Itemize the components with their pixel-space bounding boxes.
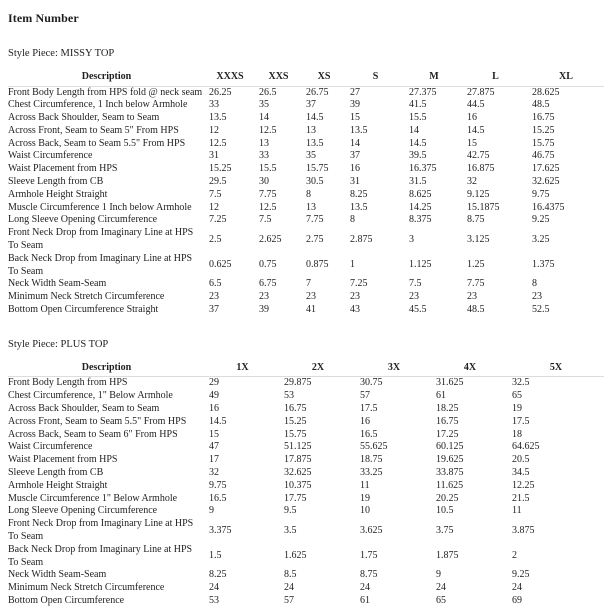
cell-value: 49 [209, 390, 219, 402]
cell-value: 51.125 [284, 441, 312, 453]
cell-value: 14.5 [467, 124, 485, 136]
cell-value: 32.625 [284, 466, 312, 478]
cell-value: 15.25 [284, 415, 307, 427]
cell-value: 15.5 [259, 163, 277, 175]
cell-value: 9.75 [209, 479, 227, 491]
cell-value: 8.375 [409, 214, 432, 226]
cell-value: 24 [360, 582, 370, 594]
cell-value: 20.5 [512, 454, 530, 466]
cell-value: 15.75 [532, 137, 555, 149]
table-row [8, 112, 604, 125]
cell-value: 18.25 [436, 402, 459, 414]
style-piece-label-missy-top: Style Piece: MISSY TOP [8, 48, 115, 59]
cell-value: 15 [209, 428, 219, 440]
cell-value: 30 [259, 176, 269, 188]
cell-value: 13 [306, 124, 316, 136]
column-header-size: S [346, 70, 405, 86]
table-row [8, 441, 604, 454]
cell-value: 29 [209, 377, 219, 389]
cell-value: 44.5 [467, 99, 485, 111]
row-label: Bottom Open Circumference [8, 594, 125, 606]
cell-value: 15.25 [209, 163, 232, 175]
cell-value: 65 [512, 390, 522, 402]
table-row [8, 227, 604, 253]
cell-value: 3.625 [360, 524, 383, 536]
cell-value: 23 [306, 291, 316, 303]
table-row [8, 493, 604, 506]
row-label: Bottom Open Circumference Straight [8, 304, 159, 316]
cell-value: 29.875 [284, 377, 312, 389]
column-header-size: 1X [205, 361, 280, 377]
cell-value: 7.25 [350, 278, 368, 290]
row-label: Back Neck Drop from Imaginary Line at HPS To Seam [8, 543, 193, 568]
cell-value: 17.25 [436, 428, 459, 440]
row-label: Front Body Length from HPS fold @ neck seam [8, 86, 203, 98]
table-row [8, 454, 604, 467]
row-label: Chest Circumference, 1" Below Armhole [8, 390, 173, 402]
row-label: Across Front, Seam to Seam 5" From HPS [8, 124, 179, 136]
cell-value: 27.875 [467, 86, 495, 98]
cell-value: 14.5 [306, 112, 324, 124]
missy-top-size-table [8, 70, 604, 317]
table-row [8, 304, 604, 317]
plus-top-section [8, 339, 604, 608]
row-label: Back Neck Drop from Imaginary Line at HPS To Seam [8, 252, 193, 277]
cell-value: 13 [259, 137, 269, 149]
cell-value: 8.25 [209, 569, 227, 581]
cell-value: 32 [209, 466, 219, 478]
column-header-size: L [463, 70, 528, 86]
cell-value: 13.5 [350, 201, 368, 213]
cell-value: 11.625 [436, 479, 464, 491]
cell-value: 46.75 [532, 150, 555, 162]
cell-value: 2.625 [259, 233, 282, 245]
cell-value: 52.5 [532, 304, 550, 316]
column-header-size: XL [528, 70, 604, 86]
cell-value: 0.625 [209, 259, 232, 271]
cell-value: 24 [209, 582, 219, 594]
cell-value: 9.75 [532, 188, 550, 200]
cell-value: 15.75 [284, 428, 307, 440]
header-row [8, 361, 604, 377]
row-label: Armhole Height Straight [8, 479, 108, 491]
plus-top-size-table [8, 361, 604, 608]
cell-value: 19.625 [436, 454, 464, 466]
cell-value: 37 [209, 304, 219, 316]
cell-value: 12 [209, 201, 219, 213]
cell-value: 16.375 [409, 163, 437, 175]
cell-value: 7.5 [259, 214, 272, 226]
column-header-description: Description [8, 70, 205, 86]
cell-value: 17.5 [360, 402, 378, 414]
cell-value: 11 [512, 505, 522, 517]
table-row [8, 416, 604, 429]
table-row [8, 99, 604, 112]
cell-value: 24 [512, 582, 522, 594]
cell-value: 39 [350, 99, 360, 111]
cell-value: 17.625 [532, 163, 560, 175]
cell-value: 14.5 [209, 415, 227, 427]
cell-value: 16.5 [360, 428, 378, 440]
cell-value: 7 [306, 278, 311, 290]
cell-value: 9.5 [284, 505, 297, 517]
cell-value: 12.5 [209, 137, 227, 149]
row-label: Front Neck Drop from Imaginary Line at HPS To Seam [8, 227, 194, 252]
cell-value: 8 [350, 214, 355, 226]
table-row [8, 125, 604, 138]
cell-value: 61 [436, 390, 446, 402]
table-row [8, 582, 604, 595]
cell-value: 21.5 [512, 492, 530, 504]
cell-value: 12.5 [259, 124, 277, 136]
cell-value: 9.25 [512, 569, 530, 581]
cell-value: 1 [350, 259, 355, 271]
cell-value: 17.75 [284, 492, 307, 504]
column-header-size: 4X [432, 361, 508, 377]
cell-value: 6.5 [209, 278, 222, 290]
row-label: Muscle Circumference 1" Below Armhole [8, 492, 178, 504]
cell-value: 18.75 [360, 454, 383, 466]
cell-value: 15.1875 [467, 201, 500, 213]
table-row [8, 403, 604, 416]
cell-value: 8.5 [284, 569, 297, 581]
cell-value: 7.5 [209, 188, 222, 200]
cell-value: 13.5 [350, 124, 368, 136]
column-header-size: XXS [255, 70, 302, 86]
cell-value: 16.875 [467, 163, 495, 175]
cell-value: 10.375 [284, 479, 312, 491]
row-label: Chest Circumference, 1 Inch below Armhole [8, 99, 188, 111]
table-row [8, 377, 604, 390]
cell-value: 23 [467, 291, 477, 303]
table-row [8, 429, 604, 442]
cell-value: 17.875 [284, 454, 312, 466]
row-label: Long Sleeve Opening Circumference [8, 214, 158, 226]
cell-value: 14 [350, 137, 360, 149]
cell-value: 24 [436, 582, 446, 594]
cell-value: 48.5 [532, 99, 550, 111]
table-row [8, 467, 604, 480]
table-row [8, 214, 604, 227]
cell-value: 34.5 [512, 466, 530, 478]
cell-value: 61 [360, 594, 370, 606]
table-row [8, 163, 604, 176]
cell-value: 39 [259, 304, 269, 316]
cell-value: 8 [532, 278, 537, 290]
cell-value: 10.5 [436, 505, 454, 517]
cell-value: 3.75 [436, 524, 454, 536]
cell-value: 33.25 [360, 466, 383, 478]
cell-value: 26.75 [306, 86, 329, 98]
cell-value: 9 [436, 569, 441, 581]
cell-value: 27.375 [409, 86, 437, 98]
cell-value: 9 [209, 505, 214, 517]
row-label: Front Body Length from HPS [8, 377, 128, 389]
cell-value: 0.875 [306, 259, 329, 271]
cell-value: 16.75 [284, 402, 307, 414]
cell-value: 24 [284, 582, 294, 594]
table-row [8, 518, 604, 544]
cell-value: 14 [409, 124, 419, 136]
cell-value: 64.625 [512, 441, 540, 453]
cell-value: 28.625 [532, 86, 560, 98]
column-header-size: M [405, 70, 463, 86]
cell-value: 12.25 [512, 479, 535, 491]
cell-value: 6.75 [259, 278, 277, 290]
cell-value: 1.5 [209, 550, 222, 562]
cell-value: 57 [284, 594, 294, 606]
cell-value: 7.75 [306, 214, 324, 226]
cell-value: 26.5 [259, 86, 277, 98]
cell-value: 10 [360, 505, 370, 517]
cell-value: 14.25 [409, 201, 432, 213]
cell-value: 2.875 [350, 233, 373, 245]
cell-value: 42.75 [467, 150, 490, 162]
table-row [8, 189, 604, 202]
row-label: Waist Circumference [8, 441, 93, 453]
row-label: Minimum Neck Stretch Circumference [8, 582, 165, 594]
cell-value: 3.5 [284, 524, 297, 536]
table-row [8, 569, 604, 582]
cell-value: 31.5 [409, 176, 427, 188]
cell-value: 45.5 [409, 304, 427, 316]
column-header-size: XS [302, 70, 346, 86]
cell-value: 8.25 [350, 188, 368, 200]
cell-value: 2 [512, 550, 517, 562]
cell-value: 47 [209, 441, 219, 453]
cell-value: 7.5 [409, 278, 422, 290]
cell-value: 1.375 [532, 259, 555, 271]
cell-value: 1.75 [360, 550, 378, 562]
cell-value: 15.25 [532, 124, 555, 136]
column-header-size: 3X [356, 361, 432, 377]
cell-value: 9.25 [532, 214, 550, 226]
table-row [8, 150, 604, 163]
cell-value: 41.5 [409, 99, 427, 111]
row-label: Across Front, Seam to Seam 5.5" From HPS [8, 415, 187, 427]
cell-value: 32.625 [532, 176, 560, 188]
cell-value: 18 [512, 428, 522, 440]
cell-value: 33 [259, 150, 269, 162]
cell-value: 19 [512, 402, 522, 414]
row-label: Minimum Neck Stretch Circumference [8, 291, 165, 303]
cell-value: 26.25 [209, 86, 232, 98]
cell-value: 9.125 [467, 188, 490, 200]
cell-value: 29.5 [209, 176, 227, 188]
row-label: Waist Placement from HPS [8, 454, 118, 466]
cell-value: 1.625 [284, 550, 307, 562]
table-row [8, 202, 604, 215]
cell-value: 2.75 [306, 233, 324, 245]
cell-value: 32 [467, 176, 477, 188]
cell-value: 33 [209, 99, 219, 111]
cell-value: 7.75 [259, 188, 277, 200]
table-row [8, 278, 604, 291]
cell-value: 33.875 [436, 466, 464, 478]
cell-value: 2.5 [209, 233, 222, 245]
cell-value: 15.75 [306, 163, 329, 175]
row-label: Neck Width Seam-Seam [8, 569, 107, 581]
cell-value: 3.875 [512, 524, 535, 536]
cell-value: 32.5 [512, 377, 530, 389]
table-row [8, 390, 604, 403]
cell-value: 16 [360, 415, 370, 427]
cell-value: 16.75 [532, 112, 555, 124]
table-row [8, 138, 604, 151]
cell-value: 16 [467, 112, 477, 124]
cell-value: 23 [350, 291, 360, 303]
cell-value: 43 [350, 304, 360, 316]
cell-value: 19 [360, 492, 370, 504]
cell-value: 8.75 [360, 569, 378, 581]
cell-value: 23 [259, 291, 269, 303]
cell-value: 16.5 [209, 492, 227, 504]
cell-value: 35 [306, 150, 316, 162]
cell-value: 20.25 [436, 492, 459, 504]
cell-value: 15 [467, 137, 477, 149]
cell-value: 37 [306, 99, 316, 111]
cell-value: 16 [350, 163, 360, 175]
row-label: Across Back, Seam to Seam 5.5" From HPS [8, 137, 186, 149]
cell-value: 13.5 [306, 137, 324, 149]
row-label: Long Sleeve Opening Circumference [8, 505, 158, 517]
cell-value: 3.25 [532, 233, 550, 245]
cell-value: 55.625 [360, 441, 388, 453]
table-row [8, 544, 604, 570]
cell-value: 69 [512, 594, 522, 606]
table-row [8, 505, 604, 518]
cell-value: 15 [350, 112, 360, 124]
cell-value: 11 [360, 479, 370, 491]
cell-value: 13 [306, 201, 316, 213]
row-label: Sleeve Length from CB [8, 176, 104, 188]
row-label: Waist Circumference [8, 150, 93, 162]
cell-value: 0.75 [259, 259, 277, 271]
table-row [8, 176, 604, 189]
row-label: Sleeve Length from CB [8, 466, 104, 478]
cell-value: 3.375 [209, 524, 232, 536]
cell-value: 1.25 [467, 259, 485, 271]
row-label: Front Neck Drop from Imaginary Line at HPS To Seam [8, 518, 194, 542]
cell-value: 12.5 [259, 201, 277, 213]
column-header-size: 2X [280, 361, 356, 377]
column-header-description: Description [8, 361, 205, 377]
cell-value: 16.4375 [532, 201, 565, 213]
cell-value: 15.5 [409, 112, 427, 124]
cell-value: 48.5 [467, 304, 485, 316]
cell-value: 60.125 [436, 441, 464, 453]
style-piece-label-plus-top: Style Piece: PLUS TOP [8, 338, 109, 350]
cell-value: 39.5 [409, 150, 427, 162]
cell-value: 8.625 [409, 188, 432, 200]
table-row [8, 291, 604, 304]
cell-value: 3 [409, 233, 414, 245]
cell-value: 27 [350, 86, 360, 98]
cell-value: 1.875 [436, 550, 459, 562]
cell-value: 16 [209, 402, 219, 414]
table-row [8, 86, 604, 99]
cell-value: 13.5 [209, 112, 227, 124]
cell-value: 35 [259, 99, 269, 111]
cell-value: 31.625 [436, 377, 464, 389]
cell-value: 53 [209, 594, 219, 606]
cell-value: 30.5 [306, 176, 324, 188]
cell-value: 23 [409, 291, 419, 303]
cell-value: 8 [306, 188, 311, 200]
column-header-size: 5X [508, 361, 604, 377]
cell-value: 53 [284, 390, 294, 402]
cell-value: 7.25 [209, 214, 227, 226]
cell-value: 65 [436, 594, 446, 606]
row-label: Across Back, Seam to Seam 6" From HPS [8, 428, 178, 440]
row-label: Across Back Shoulder, Seam to Seam [8, 402, 160, 414]
row-label: Waist Placement from HPS [8, 163, 118, 175]
row-label: Across Back Shoulder, Seam to Seam [8, 112, 160, 124]
header-row [8, 70, 604, 86]
cell-value: 31 [350, 176, 360, 188]
cell-value: 7.75 [467, 278, 485, 290]
page-title: Item Number [8, 11, 79, 25]
row-label: Armhole Height Straight [8, 188, 108, 200]
cell-value: 37 [350, 150, 360, 162]
cell-value: 1.125 [409, 259, 432, 271]
cell-value: 17 [209, 454, 219, 466]
cell-value: 57 [360, 390, 370, 402]
row-label: Neck Width Seam-Seam [8, 278, 107, 290]
table-row [8, 595, 604, 608]
cell-value: 12 [209, 124, 219, 136]
cell-value: 23 [532, 291, 542, 303]
cell-value: 14 [259, 112, 269, 124]
cell-value: 16.75 [436, 415, 459, 427]
cell-value: 8.75 [467, 214, 485, 226]
cell-value: 23 [209, 291, 219, 303]
cell-value: 17.5 [512, 415, 530, 427]
cell-value: 14.5 [409, 137, 427, 149]
cell-value: 3.125 [467, 233, 490, 245]
row-label: Muscle Circumference 1 Inch below Armhole [8, 201, 192, 213]
cell-value: 41 [306, 304, 316, 316]
table-row [8, 480, 604, 493]
cell-value: 31 [209, 150, 219, 162]
column-header-size: XXXS [205, 70, 255, 86]
missy-top-section [8, 48, 604, 317]
cell-value: 30.75 [360, 377, 383, 389]
table-row [8, 253, 604, 279]
